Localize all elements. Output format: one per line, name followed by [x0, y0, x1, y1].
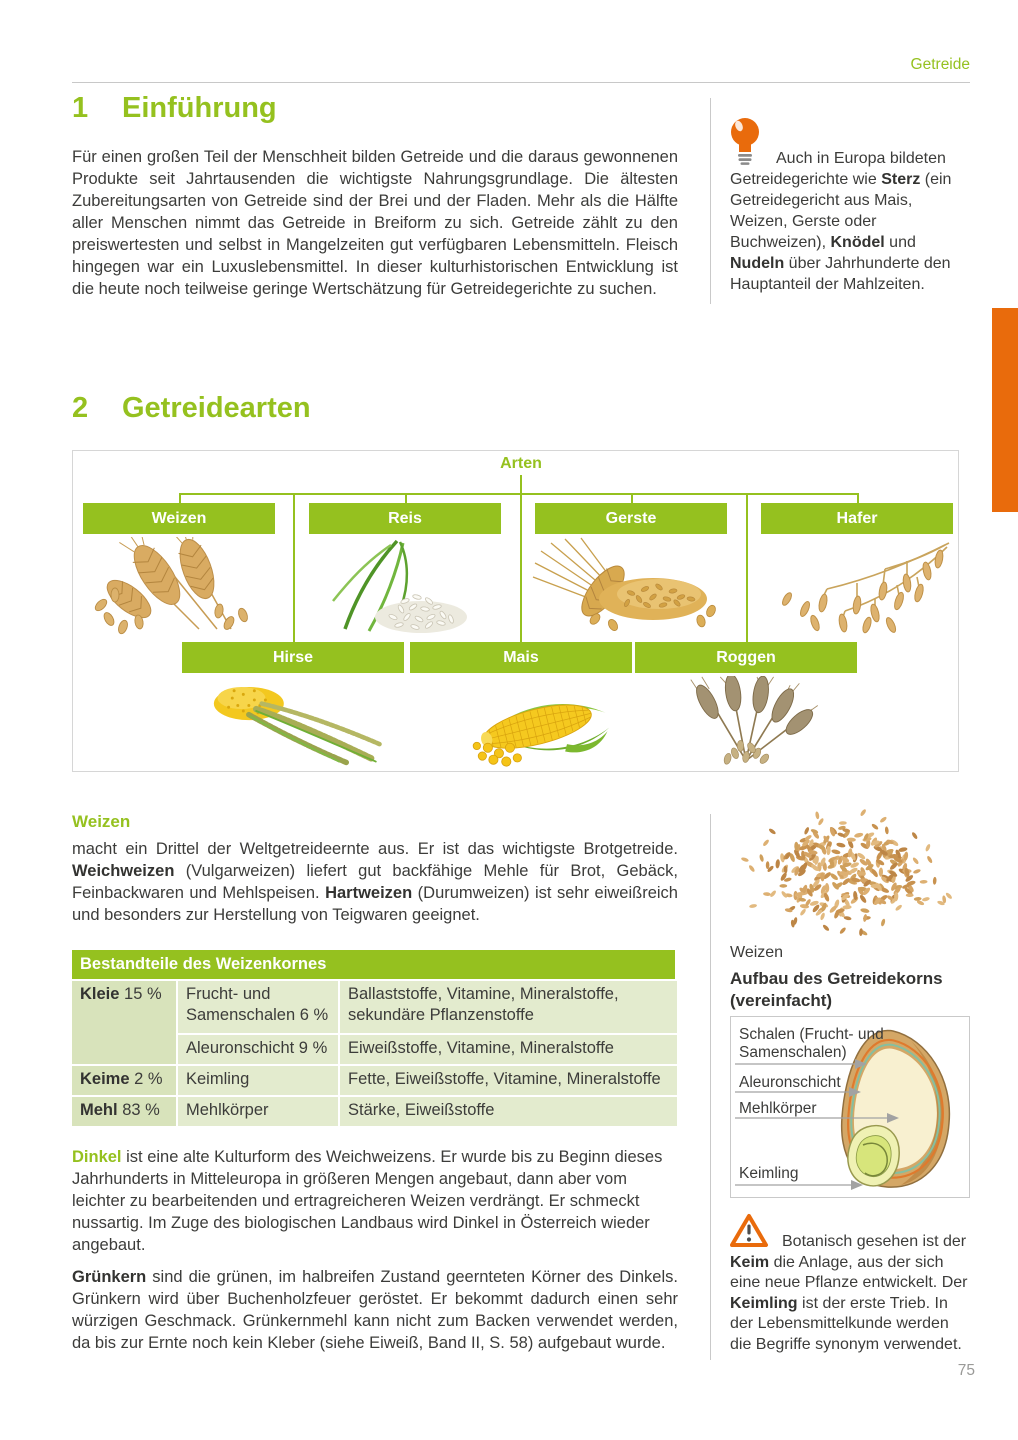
wheat-grains-photo: [728, 806, 972, 942]
diagram-label-weizen: Weizen: [83, 503, 275, 534]
label-keimling: Keimling: [739, 1165, 799, 1182]
gruenkern-term: Grünkern: [72, 1268, 147, 1286]
header-rule: [72, 82, 970, 83]
tree-line: [520, 493, 522, 642]
tree-line: [746, 493, 748, 642]
table-cell: Fette, Eiweißstoffe, Vitamine, Mineralstoffe: [340, 1066, 677, 1095]
barley-photo: [531, 537, 731, 637]
margin-divider-top: [710, 98, 711, 304]
table-cell: Aleuronschicht 9 %: [178, 1035, 338, 1064]
rice-photo: [305, 537, 505, 637]
weizen-paragraph: macht ein Drittel der Weltgetreideernte aus. Er ist das wichtigste Brotgetreide. Weichweizen (Vulgarweizen) liefert gut backfähige Mehle für Brot, Gebäck, Feinbackwaren und Mehlspeisen. Hartweizen (Durumweizen) ist sehr eiweißreich und besonders zur Herstellung von Teigwaren geeignet.: [72, 840, 678, 924]
margin-divider-bottom: [710, 814, 711, 1360]
label-schalen: Schalen (Frucht- und Samenschalen): [739, 1026, 884, 1061]
aufbau-title: Aufbau des Getreidekorns (vereinfacht): [730, 969, 943, 1010]
section-title: Getreidearten: [122, 392, 311, 424]
table-cell: Kleie 15 %: [72, 981, 176, 1064]
tip-note: Auch in Europa bildeten Getreidegerichte wie Sterz (ein Getreidegericht aus Mais, Weizen, Gerste oder Buchweizen), Knödel und Nudeln über Jahrhunderte den Hauptanteil der Mahlzeiten.: [730, 150, 952, 293]
page-number: 75: [957, 1362, 975, 1379]
section-2-heading: [72, 392, 311, 425]
oat-photo: [757, 537, 957, 637]
rye-photo: [646, 676, 846, 768]
section-number: 2: [72, 392, 89, 424]
tip-text: Auch in Europa bildeten Getreidegerichte wie: [730, 150, 946, 188]
tree-line: [179, 493, 181, 503]
dinkel-paragraph: Dinkel ist eine alte Kulturform des Weichweizens. Er wurde bis zu Beginn dieses Jahrhunderts in Mitteleuropa in größeren Mengen angebaut, dann aber vom leichter zu bearbeitenden und ertragreicheren Weizen verdrängt. Er schmeckt nussartig. Im Zuge des biologischen Landbaus wird Dinkel in Österreich wieder angebaut.: [72, 1148, 663, 1254]
table-cell: Ballaststoffe, Vitamine, Mineralstoffe, sekundäre Pflanzenstoffe: [340, 981, 677, 1033]
tree-line: [405, 493, 407, 503]
diagram-label-mais: Mais: [410, 642, 632, 673]
table-cell: Eiweißstoffe, Vitamine, Mineralstoffe: [340, 1035, 677, 1064]
label-aleuronschicht: Aleuronschicht: [739, 1074, 841, 1091]
korn-diagram: [730, 1016, 970, 1198]
table-cell: Keime 2 %: [72, 1066, 176, 1095]
running-header: Getreide: [910, 56, 970, 73]
section-number: 1: [72, 92, 89, 124]
diagram-label-hirse: Hirse: [182, 642, 404, 673]
getreidearten-diagram: [72, 450, 959, 772]
weizen-subheading: Weizen: [72, 812, 131, 831]
weizenkorn-table: [72, 950, 675, 1126]
tree-line: [520, 475, 522, 493]
diagram-label-reis: Reis: [309, 503, 501, 534]
corn-photo: [421, 676, 621, 768]
wheat-photo: [79, 537, 279, 637]
diagram-root-label: Arten: [500, 455, 542, 472]
table-cell: Stärke, Eiweißstoffe: [340, 1097, 677, 1126]
table-title: Bestandteile des Weizenkornes: [72, 950, 675, 979]
tree-line: [857, 493, 859, 503]
table-cell: Mehl 83 %: [72, 1097, 176, 1126]
table-cell: Mehlkörper: [178, 1097, 338, 1126]
dinkel-term: Dinkel: [72, 1148, 122, 1166]
tree-line: [293, 493, 295, 642]
diagram-label-roggen: Roggen: [635, 642, 857, 673]
millet-photo: [193, 676, 393, 768]
diagram-label-hafer: Hafer: [761, 503, 953, 534]
table-cell: Keimling: [178, 1066, 338, 1095]
intro-paragraph: Für einen großen Teil der Menschheit bilden Getreide und die daraus gewonnenen Produkte seit Jahrtausenden die wichtigste Nahrungsgrundlage. Die ältesten Zubereitungsarten von Getreide sind der Brei und der Fladen. Mehr als die Hälfte aller Menschen nimmt das Getreide in Breiform zu sich. Getreide zählt zu den preiswertesten und selbst in Mangelzeiten gut verfügbaren Lebensmitteln. Fleisch hingegen war ein Luxuslebensmittel. In dieser kulturhistorischen Entwicklung ist die heute noch teilweise geringe Wertschätzung für Getreidegerichte zu suchen.: [72, 148, 678, 298]
photo-caption: Weizen: [730, 944, 784, 961]
warning-note: Botanisch gesehen ist der Keim die Anlage, aus der sich eine neue Pflanze entwickelt. Der Keimling ist der erste Trieb. In der Lebensmittelkunde werden die Begriffe synonym verwendet.: [730, 1233, 968, 1353]
label-mehlkoerper: Mehlkörper: [739, 1100, 817, 1117]
diagram-label-gerste: Gerste: [535, 503, 727, 534]
section-title: Einführung: [122, 92, 277, 124]
tree-line: [179, 493, 858, 495]
table-cell: Frucht- und Samenschalen 6 %: [178, 981, 338, 1033]
section-1-heading: [72, 92, 277, 125]
tree-line: [631, 493, 633, 503]
chapter-tab: [992, 308, 1018, 512]
gruenkern-paragraph: Grünkern sind die grünen, im halbreifen Zustand geernteten Körner des Dinkels. Grünkern wird über Buchenholzfeuer geröstet. Er bekommt dadurch einen sehr würzigen Geschmack. Grünkernmehl kann nicht zum Backen verwendet werden, da bis zur Ernte noch kein Kleber (siehe Eiweiß, Band II, S. 58) aufgebaut wurde.: [72, 1268, 678, 1352]
